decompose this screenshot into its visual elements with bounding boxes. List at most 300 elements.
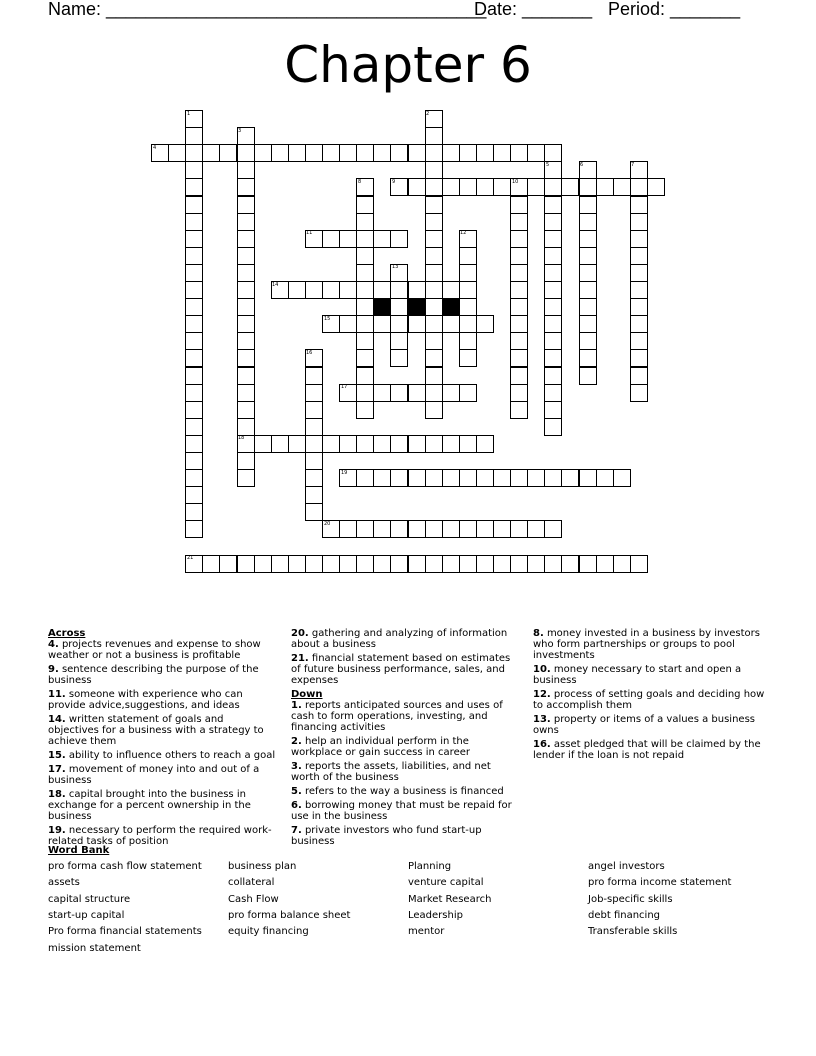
crossword-square[interactable] bbox=[510, 264, 528, 282]
crossword-square[interactable] bbox=[579, 332, 597, 350]
clue-number: 1. bbox=[291, 700, 302, 711]
crossword-square[interactable] bbox=[425, 435, 443, 453]
crossword-square[interactable] bbox=[459, 435, 477, 453]
clue-text: property or items of a values a business owns bbox=[533, 714, 755, 736]
crossword-square[interactable] bbox=[579, 555, 597, 573]
crossword-square[interactable] bbox=[305, 435, 323, 453]
crossword-square[interactable] bbox=[544, 520, 562, 538]
crossword-square[interactable] bbox=[544, 230, 562, 248]
clue-number-label: 15 bbox=[324, 316, 331, 322]
crossword-square[interactable] bbox=[237, 349, 255, 367]
crossword-square[interactable] bbox=[305, 401, 323, 419]
across-heading: Across bbox=[48, 628, 86, 639]
name-field-label[interactable]: Name: ______________________________________ bbox=[48, 0, 487, 19]
crossword-square[interactable] bbox=[613, 469, 631, 487]
crossword-square[interactable] bbox=[322, 281, 340, 299]
clue-number: 6. bbox=[291, 800, 302, 811]
crossword-square[interactable] bbox=[356, 349, 374, 367]
crossword-square[interactable] bbox=[579, 247, 597, 265]
crossword-square[interactable] bbox=[185, 247, 203, 265]
crossword-square[interactable] bbox=[596, 178, 614, 196]
crossword-square[interactable] bbox=[356, 213, 374, 231]
crossword-square[interactable] bbox=[305, 555, 323, 573]
crossword-square[interactable] bbox=[425, 384, 443, 402]
crossword-square[interactable] bbox=[185, 384, 203, 402]
crossword-square[interactable] bbox=[237, 367, 255, 385]
crossword-square[interactable] bbox=[459, 555, 477, 573]
crossword-square[interactable] bbox=[476, 178, 494, 196]
crossword-square[interactable] bbox=[630, 298, 648, 316]
clue-item bbox=[48, 789, 276, 822]
crossword-square[interactable] bbox=[339, 281, 357, 299]
crossword-square[interactable] bbox=[356, 315, 374, 333]
crossword-square[interactable] bbox=[390, 298, 408, 316]
crossword-square[interactable] bbox=[373, 435, 391, 453]
crossword-square[interactable] bbox=[339, 435, 357, 453]
crossword-square[interactable] bbox=[510, 230, 528, 248]
crossword-square[interactable] bbox=[630, 332, 648, 350]
clue-item bbox=[48, 664, 276, 686]
crossword-square[interactable] bbox=[322, 435, 340, 453]
crossword-square[interactable] bbox=[613, 178, 631, 196]
crossword-square[interactable] bbox=[579, 315, 597, 333]
crossword-square[interactable] bbox=[305, 486, 323, 504]
crossword-square[interactable] bbox=[408, 469, 426, 487]
crossword-square[interactable] bbox=[510, 144, 528, 162]
crossword-square[interactable] bbox=[185, 315, 203, 333]
crossword-square[interactable] bbox=[630, 213, 648, 231]
clue-number-label: 4 bbox=[153, 145, 157, 151]
crossword-square[interactable] bbox=[442, 384, 460, 402]
crossword-square[interactable] bbox=[339, 144, 357, 162]
crossword-square[interactable] bbox=[237, 264, 255, 282]
word-bank-entry: collateral bbox=[228, 877, 275, 889]
crossword-square[interactable] bbox=[527, 178, 545, 196]
crossword-square[interactable] bbox=[579, 349, 597, 367]
crossword-square[interactable] bbox=[561, 555, 579, 573]
crossword-square[interactable] bbox=[288, 435, 306, 453]
clue-item bbox=[533, 689, 765, 711]
crossword-square[interactable] bbox=[630, 349, 648, 367]
crossword-square[interactable] bbox=[579, 213, 597, 231]
crossword-square[interactable] bbox=[630, 281, 648, 299]
crossword-square[interactable] bbox=[579, 469, 597, 487]
crossword-square[interactable] bbox=[339, 315, 357, 333]
crossword-square[interactable] bbox=[613, 555, 631, 573]
crossword-square[interactable] bbox=[185, 196, 203, 214]
crossword-square[interactable] bbox=[425, 178, 443, 196]
crossword-square[interactable] bbox=[305, 281, 323, 299]
crossword-square[interactable] bbox=[356, 332, 374, 350]
crossword-square[interactable] bbox=[510, 213, 528, 231]
crossword-square[interactable] bbox=[390, 384, 408, 402]
crossword-square[interactable] bbox=[185, 127, 203, 145]
crossword-square[interactable] bbox=[408, 555, 426, 573]
clue-number: 10. bbox=[533, 664, 551, 675]
clue-number-label: 8 bbox=[358, 179, 362, 185]
crossword-square[interactable] bbox=[630, 315, 648, 333]
crossword-square[interactable] bbox=[305, 367, 323, 385]
crossword-square[interactable] bbox=[408, 520, 426, 538]
clue-number-label: 9 bbox=[392, 179, 396, 185]
crossword-square[interactable] bbox=[390, 315, 408, 333]
crossword-square[interactable] bbox=[408, 281, 426, 299]
crossword-square[interactable] bbox=[305, 503, 323, 521]
crossword-square[interactable] bbox=[254, 555, 272, 573]
crossword-square[interactable] bbox=[237, 144, 255, 162]
crossword-square[interactable] bbox=[288, 144, 306, 162]
crossword-square[interactable] bbox=[459, 281, 477, 299]
crossword-square[interactable] bbox=[390, 349, 408, 367]
crossword-square[interactable] bbox=[356, 435, 374, 453]
crossword-square[interactable] bbox=[459, 349, 477, 367]
crossword-square[interactable] bbox=[425, 144, 443, 162]
clue-text: reports the assets, liabilities, and net worth of the business bbox=[291, 761, 491, 783]
crossword-square[interactable] bbox=[425, 264, 443, 282]
crossword-square[interactable] bbox=[510, 196, 528, 214]
crossword-square[interactable] bbox=[373, 144, 391, 162]
crossword-square[interactable] bbox=[185, 401, 203, 419]
crossword-square[interactable] bbox=[356, 367, 374, 385]
crossword-square[interactable] bbox=[544, 555, 562, 573]
crossword-square[interactable] bbox=[356, 401, 374, 419]
crossword-square[interactable] bbox=[579, 196, 597, 214]
crossword-square[interactable] bbox=[390, 435, 408, 453]
crossword-square[interactable] bbox=[630, 178, 648, 196]
crossword-square[interactable] bbox=[168, 144, 186, 162]
clue-number: 14. bbox=[48, 714, 66, 725]
clue-number: 5. bbox=[291, 786, 302, 797]
crossword-square[interactable] bbox=[322, 144, 340, 162]
crossword-square[interactable] bbox=[356, 520, 374, 538]
crossword-square[interactable] bbox=[390, 520, 408, 538]
crossword-square[interactable] bbox=[288, 281, 306, 299]
crossword-square[interactable] bbox=[459, 332, 477, 350]
crossword-square[interactable] bbox=[185, 435, 203, 453]
clue-number-label: 21 bbox=[187, 555, 194, 561]
page-title: Chapter 6 bbox=[284, 36, 532, 94]
crossword-square[interactable] bbox=[630, 196, 648, 214]
crossword-square[interactable] bbox=[459, 298, 477, 316]
crossword-square[interactable] bbox=[390, 281, 408, 299]
crossword-square[interactable] bbox=[544, 213, 562, 231]
crossword-square[interactable] bbox=[493, 178, 511, 196]
clue-text: financial statement based on estimates of future business performance, sales, and expenses bbox=[291, 653, 511, 686]
crossword-square[interactable] bbox=[356, 469, 374, 487]
crossword-square[interactable] bbox=[373, 230, 391, 248]
crossword-square[interactable] bbox=[630, 230, 648, 248]
crossword-square[interactable] bbox=[356, 298, 374, 316]
crossword-square[interactable] bbox=[630, 384, 648, 402]
crossword-square[interactable] bbox=[459, 384, 477, 402]
crossword-square[interactable] bbox=[510, 555, 528, 573]
crossword-square[interactable] bbox=[476, 469, 494, 487]
crossword-square[interactable] bbox=[596, 469, 614, 487]
crossword-square[interactable] bbox=[425, 127, 443, 145]
crossword-square[interactable] bbox=[544, 349, 562, 367]
crossword-square[interactable] bbox=[630, 555, 648, 573]
crossword-square[interactable] bbox=[579, 367, 597, 385]
clue-item bbox=[533, 628, 765, 661]
crossword-square[interactable] bbox=[373, 384, 391, 402]
crossword-square[interactable] bbox=[459, 144, 477, 162]
crossword-square[interactable] bbox=[476, 555, 494, 573]
crossword-square[interactable] bbox=[425, 281, 443, 299]
clue-number: 4. bbox=[48, 639, 59, 650]
crossword-square[interactable] bbox=[185, 264, 203, 282]
word-bank-entry: venture capital bbox=[408, 877, 484, 889]
crossword-square[interactable] bbox=[630, 247, 648, 265]
crossword-square[interactable] bbox=[254, 435, 272, 453]
crossword-square[interactable] bbox=[237, 230, 255, 248]
crossword-square[interactable] bbox=[442, 144, 460, 162]
crossword-square[interactable] bbox=[185, 332, 203, 350]
crossword-square[interactable] bbox=[425, 196, 443, 214]
crossword-square[interactable] bbox=[219, 144, 237, 162]
crossword-square[interactable] bbox=[544, 298, 562, 316]
crossword-square[interactable] bbox=[185, 144, 203, 162]
crossword-square[interactable] bbox=[237, 418, 255, 436]
crossword-square[interactable] bbox=[630, 367, 648, 385]
crossword-square[interactable] bbox=[356, 264, 374, 282]
crossword-square[interactable] bbox=[305, 384, 323, 402]
crossword-square[interactable] bbox=[237, 281, 255, 299]
crossword-square[interactable] bbox=[339, 230, 357, 248]
crossword-square[interactable] bbox=[527, 555, 545, 573]
crossword-square[interactable] bbox=[185, 503, 203, 521]
crossword-square[interactable] bbox=[356, 555, 374, 573]
crossword-square[interactable] bbox=[510, 469, 528, 487]
crossword-square[interactable] bbox=[356, 247, 374, 265]
crossword-square[interactable] bbox=[339, 555, 357, 573]
crossword-square[interactable] bbox=[202, 555, 220, 573]
crossword-square[interactable] bbox=[596, 555, 614, 573]
crossword-square[interactable] bbox=[408, 178, 426, 196]
crossword-square[interactable] bbox=[356, 144, 374, 162]
crossword-square[interactable] bbox=[288, 555, 306, 573]
crossword-square[interactable] bbox=[219, 555, 237, 573]
crossword-square[interactable] bbox=[510, 332, 528, 350]
crossword-square[interactable] bbox=[237, 213, 255, 231]
crossword-square[interactable] bbox=[544, 384, 562, 402]
crossword-square[interactable] bbox=[185, 161, 203, 179]
crossword-square[interactable] bbox=[476, 435, 494, 453]
crossword-square[interactable] bbox=[493, 520, 511, 538]
crossword-square[interactable] bbox=[237, 315, 255, 333]
crossword-square[interactable] bbox=[390, 555, 408, 573]
crossword-square[interactable] bbox=[390, 332, 408, 350]
crossword-square[interactable] bbox=[237, 332, 255, 350]
crossword-square[interactable] bbox=[356, 384, 374, 402]
crossword-square[interactable] bbox=[425, 247, 443, 265]
crossword-square[interactable] bbox=[544, 247, 562, 265]
crossword-square[interactable] bbox=[254, 144, 272, 162]
crossword-square[interactable] bbox=[544, 367, 562, 385]
crossword-square[interactable] bbox=[459, 520, 477, 538]
date-field-label[interactable]: Date: _______ bbox=[474, 0, 593, 19]
crossword-square[interactable] bbox=[408, 315, 426, 333]
crossword-square[interactable] bbox=[425, 349, 443, 367]
crossword-square[interactable] bbox=[544, 469, 562, 487]
crossword-square[interactable] bbox=[185, 298, 203, 316]
crossword-square[interactable] bbox=[493, 469, 511, 487]
clue-item bbox=[48, 764, 276, 786]
crossword-square[interactable] bbox=[476, 315, 494, 333]
crossword-square[interactable] bbox=[425, 298, 443, 316]
crossword-square[interactable] bbox=[459, 247, 477, 265]
crossword-square[interactable] bbox=[305, 418, 323, 436]
crossword-square[interactable] bbox=[373, 315, 391, 333]
crossword-square[interactable] bbox=[237, 161, 255, 179]
crossword-square[interactable] bbox=[237, 247, 255, 265]
crossword-square[interactable] bbox=[544, 418, 562, 436]
crossword-square[interactable] bbox=[510, 401, 528, 419]
crossword-square[interactable] bbox=[544, 401, 562, 419]
crossword-square[interactable] bbox=[510, 247, 528, 265]
crossword-square[interactable] bbox=[561, 469, 579, 487]
crossword-square[interactable] bbox=[510, 520, 528, 538]
crossword-square[interactable] bbox=[544, 178, 562, 196]
clue-number: 19. bbox=[48, 825, 66, 836]
crossword-square[interactable] bbox=[579, 178, 597, 196]
crossword-square[interactable] bbox=[425, 315, 443, 333]
crossword-square[interactable] bbox=[185, 230, 203, 248]
crossword-square[interactable] bbox=[408, 435, 426, 453]
crossword-square[interactable] bbox=[425, 367, 443, 385]
crossword-square[interactable] bbox=[185, 367, 203, 385]
crossword-square[interactable] bbox=[373, 555, 391, 573]
crossword-square[interactable] bbox=[373, 469, 391, 487]
crossword-square[interactable] bbox=[202, 144, 220, 162]
clue-text: movement of money into and out of a business bbox=[48, 764, 260, 786]
crossword-square[interactable] bbox=[356, 230, 374, 248]
crossword-square[interactable] bbox=[459, 315, 477, 333]
crossword-square[interactable] bbox=[185, 520, 203, 538]
crossword-square[interactable] bbox=[544, 315, 562, 333]
clues-column-1 bbox=[48, 628, 276, 850]
crossword-square[interactable] bbox=[425, 332, 443, 350]
crossword-square[interactable] bbox=[544, 332, 562, 350]
crossword-square[interactable] bbox=[527, 520, 545, 538]
crossword-square[interactable] bbox=[185, 486, 203, 504]
crossword-square[interactable] bbox=[510, 349, 528, 367]
crossword-square[interactable] bbox=[237, 452, 255, 470]
crossword-square[interactable] bbox=[237, 401, 255, 419]
crossword-square[interactable] bbox=[305, 144, 323, 162]
crossword-square[interactable] bbox=[459, 469, 477, 487]
crossword-square[interactable] bbox=[527, 144, 545, 162]
crossword-square[interactable] bbox=[390, 469, 408, 487]
period-field-label[interactable]: Period: _______ bbox=[608, 0, 741, 19]
crossword-square[interactable] bbox=[425, 161, 443, 179]
crossword-square[interactable] bbox=[185, 178, 203, 196]
crossword-square[interactable] bbox=[425, 469, 443, 487]
clue-item bbox=[291, 761, 521, 783]
crossword-square[interactable] bbox=[544, 196, 562, 214]
crossword-square[interactable] bbox=[237, 469, 255, 487]
word-bank-title: Word Bank bbox=[48, 845, 110, 856]
crossword-square[interactable] bbox=[459, 264, 477, 282]
crossword-square[interactable] bbox=[408, 384, 426, 402]
crossword-square[interactable] bbox=[271, 144, 289, 162]
crossword-square[interactable] bbox=[408, 144, 426, 162]
crossword-square[interactable] bbox=[425, 213, 443, 231]
crossword-square[interactable] bbox=[271, 435, 289, 453]
crossword-square[interactable] bbox=[339, 520, 357, 538]
crossword-square[interactable] bbox=[425, 520, 443, 538]
word-bank-entry: business plan bbox=[228, 861, 297, 872]
crossword-square[interactable] bbox=[373, 281, 391, 299]
crossword-square[interactable] bbox=[390, 144, 408, 162]
crossword-square[interactable] bbox=[322, 555, 340, 573]
crossword-square[interactable] bbox=[476, 144, 494, 162]
crossword-square[interactable] bbox=[185, 281, 203, 299]
crossword-square[interactable] bbox=[237, 555, 255, 573]
crossword-square[interactable] bbox=[579, 230, 597, 248]
crossword-square[interactable] bbox=[237, 384, 255, 402]
crossword-square[interactable] bbox=[493, 555, 511, 573]
clue-text: sentence describing the purpose of the business bbox=[48, 664, 259, 686]
crossword-square[interactable] bbox=[442, 178, 460, 196]
crossword-square[interactable] bbox=[476, 520, 494, 538]
crossword-square[interactable] bbox=[390, 230, 408, 248]
crossword-square[interactable] bbox=[579, 298, 597, 316]
crossword-square[interactable] bbox=[185, 213, 203, 231]
crossword-square[interactable] bbox=[322, 230, 340, 248]
crossword-square[interactable] bbox=[237, 178, 255, 196]
crossword-square[interactable] bbox=[442, 435, 460, 453]
crossword-square[interactable] bbox=[185, 452, 203, 470]
crossword-square[interactable] bbox=[544, 264, 562, 282]
crossword-square[interactable] bbox=[425, 555, 443, 573]
crossword-square[interactable] bbox=[544, 144, 562, 162]
crossword-square[interactable] bbox=[579, 281, 597, 299]
crossword-square[interactable] bbox=[185, 418, 203, 436]
crossword-square[interactable] bbox=[442, 315, 460, 333]
crossword-square[interactable] bbox=[527, 469, 545, 487]
crossword-square[interactable] bbox=[237, 298, 255, 316]
crossword-square[interactable] bbox=[356, 196, 374, 214]
crossword-square[interactable] bbox=[442, 281, 460, 299]
crossword-square[interactable] bbox=[305, 452, 323, 470]
crossword-square[interactable] bbox=[442, 469, 460, 487]
crossword-square[interactable] bbox=[544, 281, 562, 299]
crossword-square[interactable] bbox=[630, 264, 648, 282]
crossword-square[interactable] bbox=[356, 281, 374, 299]
crossword-square[interactable] bbox=[647, 178, 665, 196]
crossword-square[interactable] bbox=[442, 555, 460, 573]
crossword-square[interactable] bbox=[510, 384, 528, 402]
crossword-square[interactable] bbox=[185, 349, 203, 367]
crossword-square[interactable] bbox=[425, 230, 443, 248]
crossword-square[interactable] bbox=[425, 401, 443, 419]
crossword-square[interactable] bbox=[305, 469, 323, 487]
clue-number: 3. bbox=[291, 761, 302, 772]
crossword-square[interactable] bbox=[510, 315, 528, 333]
crossword-square[interactable] bbox=[510, 367, 528, 385]
crossword-square[interactable] bbox=[271, 555, 289, 573]
crossword-square[interactable] bbox=[459, 178, 477, 196]
crossword-square[interactable] bbox=[237, 196, 255, 214]
crossword-square[interactable] bbox=[493, 144, 511, 162]
crossword-square[interactable] bbox=[442, 520, 460, 538]
crossword-square[interactable] bbox=[373, 520, 391, 538]
crossword-square[interactable] bbox=[561, 178, 579, 196]
crossword-square[interactable] bbox=[510, 298, 528, 316]
crossword-square[interactable] bbox=[510, 281, 528, 299]
crossword-square[interactable] bbox=[579, 264, 597, 282]
crossword-square[interactable] bbox=[185, 469, 203, 487]
